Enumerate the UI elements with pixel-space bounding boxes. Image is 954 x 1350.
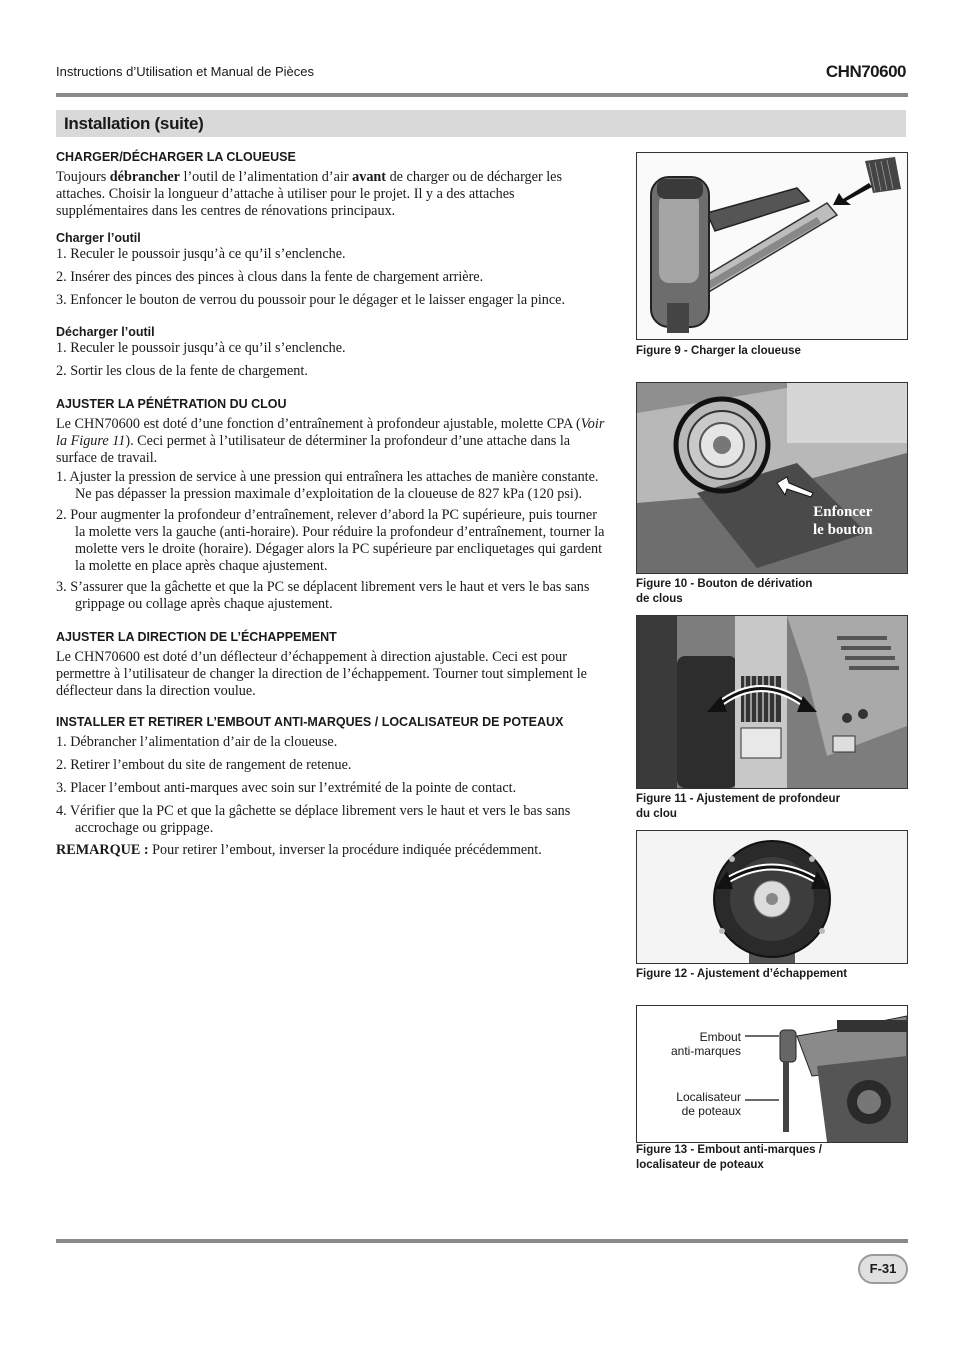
figure-13-label-tip: Embout anti-marques	[670, 1030, 741, 1058]
list-item: 1. Reculer le poussoir jusqu’à ce qu’il s’enclenche.	[56, 246, 346, 262]
list-item: 3. Placer l’embout anti-marques avec soin sur l’extrémité de la pointe de contact.	[56, 780, 517, 796]
section-bar	[56, 110, 906, 137]
heading-load: CHARGER/DÉCHARGER LA CLOUEUSE	[56, 150, 296, 164]
figure-10-caption: Figure 10 - Bouton de dérivation de clous	[636, 578, 813, 605]
list-item: 2. Insérer des pinces des pinces à clous dans la fente de chargement arrière.	[56, 269, 484, 285]
figure-11-caption: Figure 11 - Ajustement de profondeur du clou	[636, 793, 841, 820]
list-item: 2. Retirer l’embout du site de rangement de retenue.	[56, 757, 352, 773]
figure-11-image	[636, 615, 908, 789]
subheading-discharge: Décharger l’outil	[56, 325, 155, 339]
text-column	[56, 150, 608, 859]
section-title: Installation (suite)	[64, 114, 204, 133]
list-item: 1. Débrancher l’alimentation d’air de la cloueuse.	[56, 734, 338, 750]
figure-13-caption: Figure 13 - Embout anti-marques / localisateur de poteaux	[636, 1144, 822, 1171]
subheading-charge: Charger l’outil	[56, 231, 141, 245]
figure-13-label-locator: Localisateur de poteaux	[676, 1090, 741, 1118]
bottom-rule	[56, 1239, 908, 1243]
figure-9-image	[636, 152, 908, 340]
figure-10-image	[636, 382, 908, 574]
figure-12-image	[636, 830, 908, 964]
heading-depth: AJUSTER LA PÉNÉTRATION DU CLOU	[56, 397, 287, 411]
figure-12-caption: Figure 12 - Ajustement d’échappement	[636, 968, 848, 980]
model-number: CHN70600	[825, 62, 906, 81]
list-item: 1. Reculer le poussoir jusqu’à ce qu’il s’enclenche.	[56, 340, 346, 356]
figure-10-label: Enfoncer le bouton	[813, 504, 873, 538]
depth-intro: Le CHN70600 est doté d’une fonction d’entraînement à profondeur ajustable, molette CPA (Voir la Figure 11). Ceci permet à l’utilisateur de déterminer la profondeur d’une attache dans la surface de travail.	[56, 416, 605, 466]
note: REMARQUE : Pour retirer l’embout, inverser la procédure indiquée précédemment.	[56, 842, 542, 858]
figure-9-caption: Figure 9 - Charger la cloueuse	[636, 345, 801, 357]
list-item: 4. Vérifier que la PC et que la gâchette se déplace librement vers le haut et vers le bas sans accrochage ou grippage.	[56, 803, 571, 836]
exhaust-text: Le CHN70600 est doté d’un déflecteur d’échappement à direction ajustable. Ceci est pour permettre à l’utilisateur de changer la direction de l’échappement. Tourner tout simplement le déflecteur dans la direction voulue.	[56, 649, 587, 699]
list-item: 1. Ajuster la pression de service à une pression qui entraînera les attaches de manière constante. Ne pas dépasser la pression maximale d’exploitation de la cloueuse de 827 kPa (120 psi).	[56, 469, 599, 502]
figure-13-image	[636, 1005, 908, 1143]
heading-exhaust: AJUSTER LA DIRECTION DE L’ÉCHAPPEMENT	[56, 630, 337, 644]
list-item: 2. Pour augmenter la profondeur d’entraînement, relever d’abord la PC supérieure, puis tourner la molette vers la gauche (anti-horaire). Pour réduire la profondeur d’entraînement, tourner la molette vers le droite (horaire). Dégager alors la PC supérieure par encliquetages qui gardent la molette en place après chaque ajustement.	[56, 507, 605, 574]
load-intro: Toujours débrancher l’outil de l’alimentation d’air avant de charger ou de décharger les attaches. Choisir la longueur d’attache à utiliser pour le projet. Il y a des attaches supplémentaires dans les centres de rénovations principaux.	[56, 169, 562, 219]
list-item: 2. Sortir les clous de la fente de chargement.	[56, 363, 308, 379]
list-item: 3. S’assurer que la gâchette et que la PC se déplacent librement vers le haut et vers le bas sans grippage ou collage après chaque ajustement.	[56, 579, 590, 612]
page-number: F-31	[858, 1254, 908, 1284]
document-title: Instructions d’Utilisation et Manual de Pièces	[56, 64, 314, 79]
heading-tip: INSTALLER ET RETIRER L’EMBOUT ANTI-MARQUES / LOCALISATEUR DE POTEAUX	[56, 715, 564, 729]
top-rule	[56, 93, 908, 97]
list-item: 3. Enfoncer le bouton de verrou du poussoir pour le dégager et le laisser engager la pince.	[56, 292, 565, 308]
